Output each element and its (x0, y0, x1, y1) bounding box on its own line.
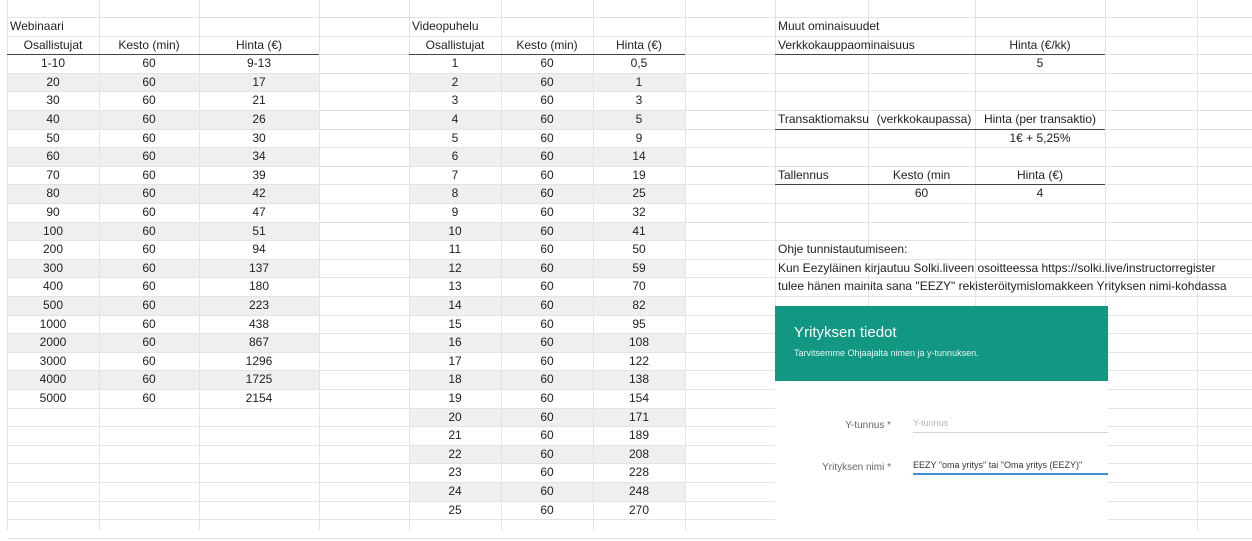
webinar-cell[interactable]: 867 (248, 335, 270, 350)
video-cell[interactable]: 60 (540, 372, 554, 387)
webinar-cell[interactable]: 137 (248, 260, 270, 275)
webinar-cell[interactable]: 9-13 (246, 56, 272, 71)
video-cell[interactable]: 13 (448, 279, 462, 294)
company-info-panel (775, 306, 1108, 531)
webinar-cell[interactable]: 60 (142, 316, 156, 331)
video-cell[interactable]: 0,5 (630, 56, 648, 71)
video-cell[interactable]: 15 (448, 316, 462, 331)
video-cell[interactable]: 2 (451, 74, 459, 89)
video-cell[interactable]: 60 (540, 465, 554, 480)
webinar-cell[interactable]: 5000 (39, 391, 67, 405)
webinar-cell[interactable]: 60 (142, 391, 156, 405)
video-cell[interactable]: 60 (540, 298, 554, 312)
video-cell[interactable]: 12 (448, 260, 462, 275)
video-cell[interactable]: 108 (628, 335, 650, 350)
video-cell[interactable]: 60 (540, 446, 554, 461)
fee-context[interactable]: (verkkokaupassa) (876, 112, 972, 126)
other-title[interactable]: Muut ominaisuudet (778, 19, 880, 33)
guide-line-2[interactable]: tulee hänen mainita sana "EEZY" rekisteröitymislomakkeen Yrityksen nimi-kohdassa (778, 279, 1227, 294)
webinar-cell[interactable]: 100 (42, 223, 64, 238)
webinar-header[interactable]: Kesto (min) (118, 37, 180, 52)
webinar-cell[interactable]: 60 (46, 149, 60, 164)
video-cell[interactable]: 60 (540, 409, 554, 424)
webinar-cell[interactable]: 2000 (39, 335, 67, 350)
video-cell[interactable]: 22 (448, 446, 462, 461)
webinar-cell[interactable]: 94 (252, 242, 266, 257)
panel-header (775, 306, 1108, 381)
webinar-cell[interactable]: 40 (46, 112, 60, 126)
video-cell[interactable]: 60 (540, 130, 554, 145)
video-cell[interactable]: 21 (448, 428, 462, 443)
video-cell[interactable]: 60 (540, 186, 554, 201)
webinar-cell[interactable]: 4000 (39, 372, 67, 387)
webinar-cell[interactable]: 17 (252, 74, 266, 89)
video-cell[interactable]: 248 (628, 484, 650, 498)
webinar-cell[interactable]: 1296 (245, 353, 273, 368)
webinar-cell[interactable]: 300 (42, 260, 64, 275)
webinar-cell[interactable]: 400 (42, 279, 64, 294)
ytunnus-label: Y-tunnus * (845, 420, 891, 431)
video-header[interactable]: Kesto (min) (516, 37, 578, 52)
video-cell[interactable]: 270 (628, 502, 650, 517)
rec-price[interactable]: 4 (1036, 186, 1044, 201)
video-header[interactable]: Hinta (€) (615, 37, 662, 52)
rec-label[interactable]: Tallennus (778, 167, 829, 182)
webinar-cell[interactable]: 60 (142, 130, 156, 145)
webinar-cell[interactable]: 180 (248, 279, 270, 294)
video-cell[interactable]: 60 (540, 260, 554, 275)
fee-price-label[interactable]: Hinta (per transaktio) (983, 112, 1097, 126)
webinar-cell[interactable]: 60 (142, 167, 156, 182)
webinar-cell[interactable]: 80 (46, 186, 60, 201)
video-cell[interactable]: 9 (451, 205, 459, 219)
shop-price[interactable]: 5 (1036, 56, 1044, 71)
video-cell[interactable]: 60 (540, 428, 554, 443)
video-cell[interactable]: 60 (540, 223, 554, 238)
video-cell[interactable]: 95 (632, 316, 646, 331)
webinar-cell[interactable]: 50 (46, 130, 60, 145)
video-cell[interactable]: 4 (451, 112, 459, 126)
webinar-cell[interactable]: 42 (252, 186, 266, 201)
video-cell[interactable]: 82 (632, 298, 646, 312)
webinar-cell[interactable]: 60 (142, 205, 156, 219)
webinar-header[interactable]: Hinta (€) (235, 37, 282, 52)
video-cell[interactable]: 17 (448, 353, 462, 368)
video-cell[interactable]: 70 (632, 279, 646, 294)
video-cell[interactable]: 16 (448, 335, 462, 350)
video-cell[interactable]: 60 (540, 484, 554, 498)
video-cell[interactable]: 60 (540, 93, 554, 108)
webinar-cell[interactable]: 30 (46, 93, 60, 108)
company-name-input[interactable] (913, 456, 1108, 475)
webinar-cell[interactable]: 60 (142, 223, 156, 238)
video-cell[interactable]: 3 (635, 93, 643, 108)
webinar-cell[interactable]: 1725 (245, 372, 273, 387)
shop-price-label[interactable]: Hinta (€/kk) (1009, 37, 1071, 52)
video-cell[interactable]: 60 (540, 167, 554, 182)
video-cell[interactable]: 19 (632, 167, 646, 182)
grid-column-line (319, 0, 320, 530)
video-cell[interactable]: 1 (451, 56, 459, 71)
video-cell[interactable]: 60 (540, 242, 554, 257)
video-cell[interactable]: 14 (448, 298, 462, 312)
webinar-cell[interactable]: 60 (142, 298, 156, 312)
webinar-cell[interactable]: 70 (46, 167, 60, 182)
video-header[interactable]: Osallistujat (425, 37, 485, 52)
webinar-cell[interactable]: 60 (142, 242, 156, 257)
webinar-title[interactable]: Webinaari (10, 19, 64, 33)
video-cell[interactable]: 138 (628, 372, 650, 387)
video-cell[interactable]: 8 (451, 186, 459, 201)
video-title[interactable]: Videopuhelu (412, 19, 479, 33)
grid-column-line (685, 0, 686, 530)
video-cell[interactable]: 122 (628, 353, 650, 368)
video-cell[interactable]: 60 (540, 391, 554, 405)
fee-label[interactable]: Transaktiomaksu (778, 112, 869, 126)
rec-price-label[interactable]: Hinta (€) (1016, 167, 1063, 182)
webinar-header[interactable]: Osallistujat (23, 37, 83, 52)
rec-duration-label[interactable]: Kesto (min (892, 167, 951, 182)
video-cell[interactable]: 9 (635, 130, 643, 145)
webinar-cell[interactable]: 60 (142, 372, 156, 387)
video-cell[interactable]: 50 (632, 242, 646, 257)
webinar-cell[interactable]: 60 (142, 186, 156, 201)
webinar-cell[interactable]: 30 (252, 130, 266, 145)
video-cell[interactable]: 20 (448, 409, 462, 424)
video-cell[interactable]: 60 (540, 335, 554, 350)
webinar-cell[interactable]: 60 (142, 56, 156, 71)
video-cell[interactable]: 3 (451, 93, 459, 108)
video-cell[interactable]: 60 (540, 205, 554, 219)
video-cell[interactable]: 18 (448, 372, 462, 387)
grid-row-line (7, 17, 1252, 18)
rec-duration[interactable]: 60 (914, 186, 929, 201)
webinar-cell[interactable]: 51 (252, 223, 266, 238)
webinar-cell[interactable]: 60 (142, 74, 156, 89)
webinar-cell[interactable]: 60 (142, 353, 156, 368)
video-cell[interactable]: 189 (628, 428, 650, 443)
panel-subtitle: Tarvitsemme Ohjaajalta nimen ja y-tunnuksen. (794, 348, 979, 358)
webinar-cell[interactable]: 90 (46, 205, 60, 219)
guide-title[interactable]: Ohje tunnistautumiseen: (778, 242, 908, 257)
video-cell[interactable]: 154 (628, 391, 650, 405)
webinar-cell[interactable]: 34 (252, 149, 266, 164)
video-cell[interactable]: 5 (451, 130, 459, 145)
video-cell[interactable]: 171 (628, 409, 650, 424)
webinar-cell[interactable]: 438 (248, 316, 270, 331)
webinar-cell[interactable]: 60 (142, 149, 156, 164)
video-cell[interactable]: 10 (448, 223, 462, 238)
webinar-cell[interactable]: 60 (142, 93, 156, 108)
panel-title: Yrityksen tiedot (794, 324, 897, 341)
video-cell[interactable]: 60 (540, 279, 554, 294)
video-cell[interactable]: 60 (540, 56, 554, 71)
video-cell[interactable]: 23 (448, 465, 462, 480)
video-cell[interactable]: 1 (635, 74, 643, 89)
grid-row-line (7, 538, 1252, 539)
video-cell[interactable]: 60 (540, 316, 554, 331)
webinar-cell[interactable]: 39 (252, 167, 266, 182)
video-cell[interactable]: 32 (632, 205, 646, 219)
webinar-cell[interactable]: 3000 (39, 353, 67, 368)
video-cell[interactable]: 41 (632, 223, 646, 238)
webinar-cell[interactable]: 200 (42, 242, 64, 257)
webinar-cell[interactable]: 20 (46, 74, 60, 89)
video-cell[interactable]: 59 (632, 260, 646, 275)
video-cell[interactable]: 60 (540, 353, 554, 368)
video-cell[interactable]: 24 (448, 484, 462, 498)
company-name-label: Yrityksen nimi * (822, 462, 891, 473)
webinar-cell[interactable]: 1000 (39, 316, 67, 331)
fee-price[interactable]: 1€ + 5,25% (1009, 130, 1071, 145)
video-cell[interactable]: 60 (540, 112, 554, 126)
video-cell[interactable]: 6 (451, 149, 459, 164)
video-cell[interactable]: 60 (540, 502, 554, 517)
video-cell[interactable]: 228 (628, 465, 650, 480)
shop-label[interactable]: Verkkokauppaominaisuus (778, 37, 915, 52)
guide-line-1[interactable]: Kun Eezyläinen kirjautuu Solki.liveen osoitteessa https://solki.live/instructorregister (778, 260, 1216, 275)
video-cell[interactable]: 208 (628, 446, 650, 461)
webinar-cell[interactable]: 1-10 (40, 56, 66, 71)
webinar-cell[interactable]: 2154 (245, 391, 273, 405)
webinar-cell[interactable]: 47 (252, 205, 266, 219)
webinar-cell[interactable]: 60 (142, 260, 156, 275)
ytunnus-input[interactable] (913, 414, 1108, 433)
webinar-cell[interactable]: 60 (142, 335, 156, 350)
video-cell[interactable]: 60 (540, 149, 554, 164)
webinar-cell[interactable]: 60 (142, 279, 156, 294)
video-cell[interactable]: 60 (540, 74, 554, 89)
video-cell[interactable]: 7 (451, 167, 459, 182)
webinar-cell[interactable]: 26 (252, 112, 266, 126)
webinar-cell[interactable]: 223 (248, 298, 270, 312)
webinar-cell[interactable]: 60 (142, 112, 156, 126)
video-cell[interactable]: 25 (448, 502, 462, 517)
video-cell[interactable]: 11 (448, 242, 462, 257)
video-cell[interactable]: 19 (448, 391, 462, 405)
webinar-cell[interactable]: 500 (42, 298, 64, 312)
video-cell[interactable]: 14 (632, 149, 646, 164)
video-cell[interactable]: 5 (635, 112, 643, 126)
webinar-cell[interactable]: 21 (252, 93, 266, 108)
video-cell[interactable]: 25 (632, 186, 646, 201)
